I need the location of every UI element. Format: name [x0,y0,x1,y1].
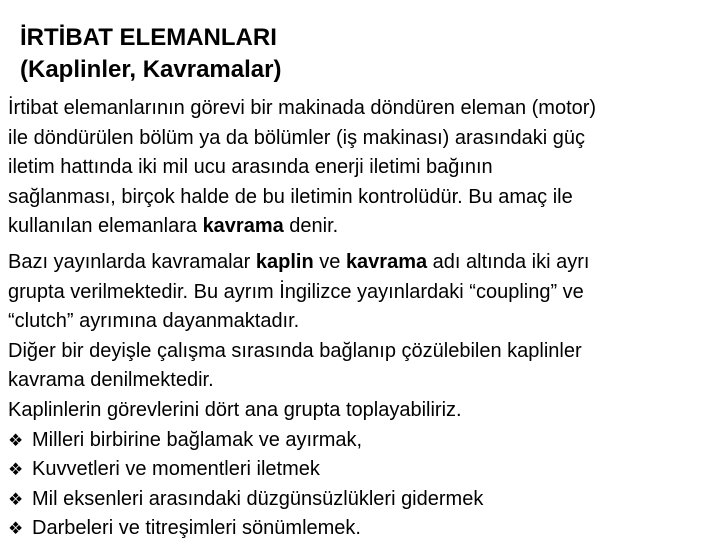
text-run: adı altında iki ayrı [427,250,590,273]
list-item-text: Kuvvetleri ve momentleri iletmek [32,458,320,481]
list-item [8,455,716,485]
list-item-text: Darbeleri ve titreşimleri sönümlemek. [32,517,361,540]
bold-term-kavrama: kavrama [202,215,284,238]
paragraph-1-line-1: İrtibat elemanlarının görevi bir makinada döndüren eleman (motor) [8,97,597,119]
paragraph-1-line-2: ile döndürülen bölüm ya da bölümler (iş makinası) arasındaki güç [8,126,585,149]
paragraph-1-line-3: iletim hattında iki mil ucu arasında enerji iletimi bağının [8,156,493,179]
list-item-text: Milleri birbirine bağlamak ve ayırmak, [32,428,363,451]
bold-term-kavrama: kavrama [345,250,428,273]
diamond-bullet-icon: ❖ [8,460,24,480]
paragraph-2-line-1 [8,248,716,278]
list-item-text: Mil eksenleri arasındaki düzgünsüzlükleri gidermek [32,487,484,510]
diamond-bullet-icon: ❖ [8,519,24,539]
text-run: Bazı yayınlarda kavramalar [8,250,256,273]
diamond-bullet-icon: ❖ [8,489,24,509]
text-run: denir. [283,215,339,238]
paragraph-1-line-5 [8,212,716,242]
diamond-bullet-icon: ❖ [8,430,24,450]
paragraph-1 [8,94,716,242]
paragraph-4-line-1: Kaplinlerin görevlerini dört ana grupta toplayabiliriz. [8,398,462,421]
title-line-1: İRTİBAT ELEMANLARI [20,24,277,51]
paragraph-2 [8,248,716,337]
bullet-list [8,426,716,544]
list-item [8,426,716,456]
text-run: ve [313,250,346,273]
paragraph-2-line-3: “clutch” ayrımına dayanmaktadır. [8,310,300,333]
list-item [8,514,716,544]
paragraph-3-line-1: Diğer bir deyişle çalışma sırasında bağlanıp çözülebilen kaplinler [8,339,582,362]
title-line-2: (Kaplinler, Kavramalar) [20,56,282,83]
body-text [8,94,716,544]
page-title [20,22,281,86]
text-run: kullanılan elemanlara [8,215,203,238]
paragraph-2-line-2: grupta verilmektedir. Bu ayrım İngilizce yayınlardaki “coupling” ve [8,280,584,303]
bold-term-kaplin: kaplin [255,250,314,273]
paragraph-1-line-4: sağlanması, birçok halde de bu iletimin kontrolüdür. Bu amaç ile [8,185,573,208]
paragraph-3-line-2: kavrama denilmektedir. [8,369,214,392]
paragraph-4 [8,396,716,426]
paragraph-3 [8,337,716,396]
list-item [8,485,716,515]
